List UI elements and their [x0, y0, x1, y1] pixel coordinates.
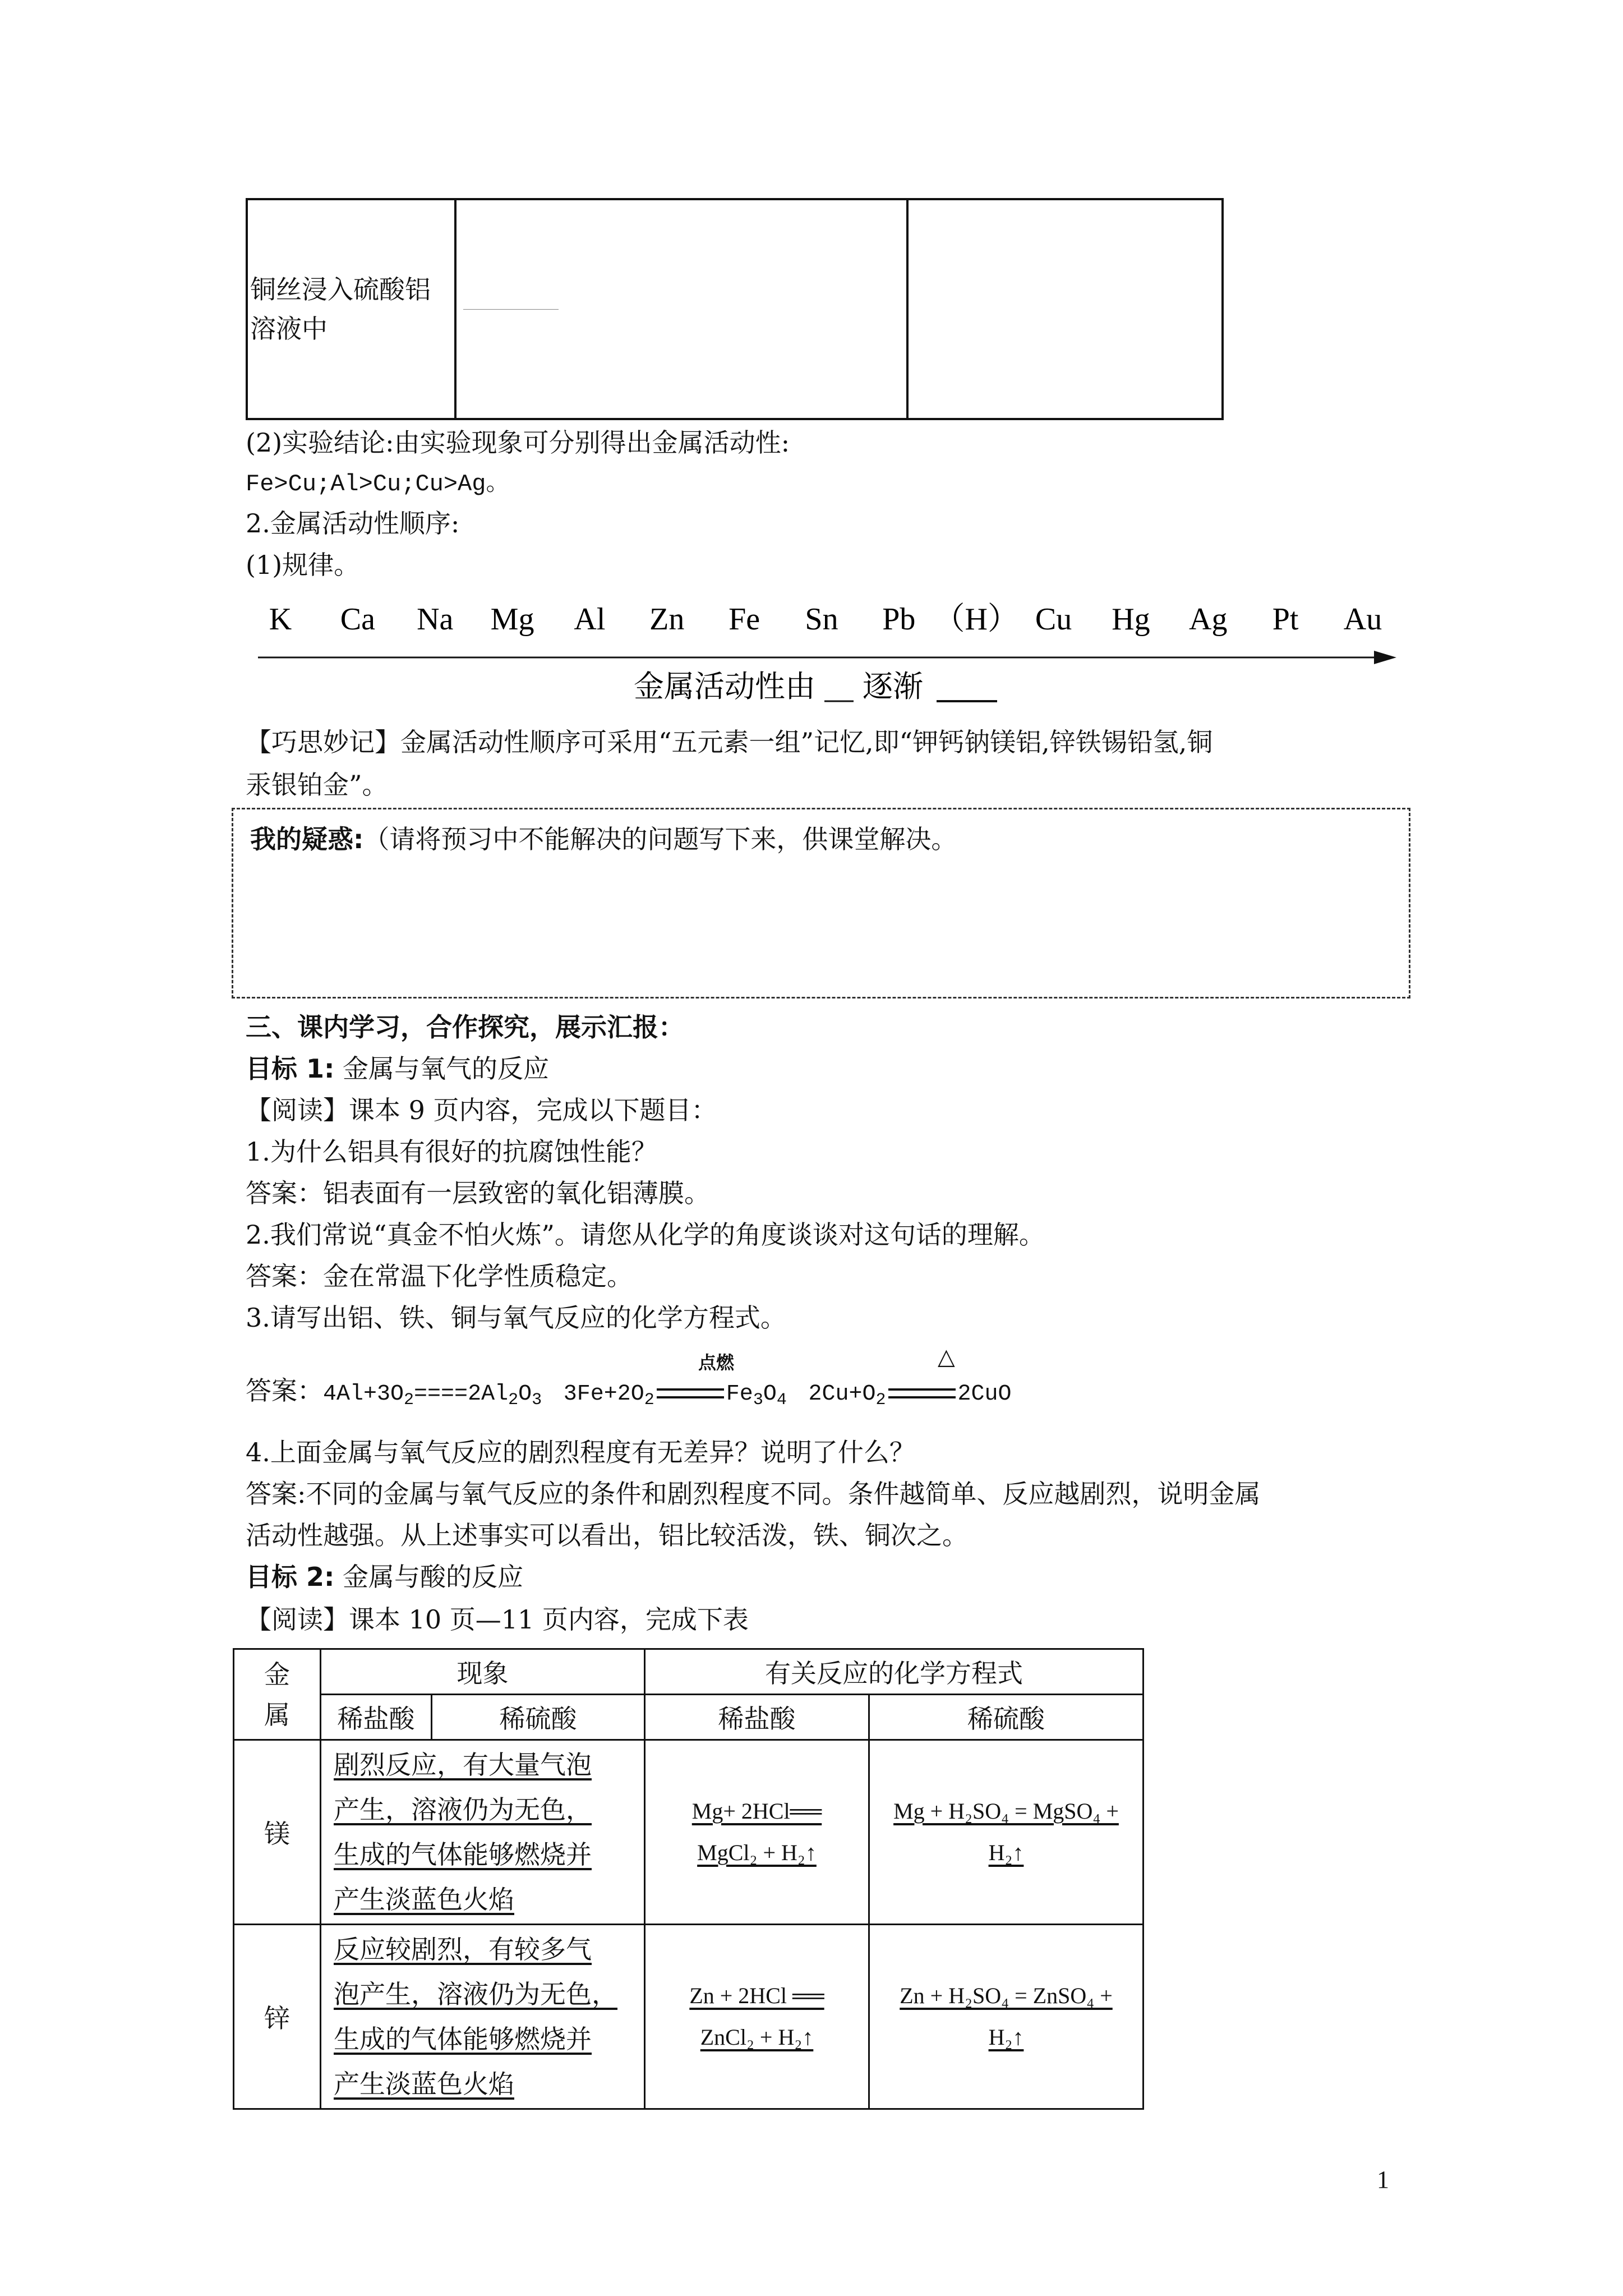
a2: 答案：金在常温下化学性质稳定。	[246, 1261, 633, 1291]
metal-symbol: Mg	[490, 602, 534, 637]
goal2-label: 目标 2:	[246, 1562, 335, 1592]
order-heading: 2.金属活动性顺序:	[246, 508, 460, 539]
experiment-table	[246, 198, 1224, 420]
a3-row	[246, 1373, 1012, 1418]
header-h2so4: 稀硫酸	[432, 1695, 645, 1740]
read1: 【阅读】课本 9 页内容，完成以下题目：	[246, 1095, 717, 1125]
memo-line1: 【巧思妙记】金属活动性顺序可采用“五元素一组”记忆,即“钾钙钠镁铝,锌铁锡铅氢,铜	[246, 727, 1213, 757]
goal2-text: 金属与酸的反应	[343, 1562, 524, 1592]
eq-double-bar-2	[888, 1388, 956, 1398]
hcl-equation-mg: Mg+ 2HCl══ MgCl₂ + H₂↑	[645, 1740, 869, 1925]
header-h2so4-eq: 稀硫酸	[869, 1695, 1144, 1740]
q4: 4.上面金属与氧气反应的剧烈程度有无差异？说明了什么？	[246, 1437, 915, 1467]
q3: 3.请写出铝、铁、铜与氧气反应的化学方程式。	[246, 1303, 786, 1333]
activity-series-diagram	[247, 595, 1396, 724]
metal-zn: 锌	[234, 1925, 321, 2109]
doubt-box	[232, 808, 1410, 999]
goal2-row	[246, 1559, 523, 1594]
eq-condition-heat: △	[938, 1344, 955, 1370]
memo-line2: 汞银铂金”。	[246, 770, 388, 800]
h2so4-equation-mg: Mg + H₂SO₄ = MgSO₄ + H₂↑	[869, 1740, 1144, 1925]
eq-iron: $3Fe+2O_2$ $Fe_3O_4$	[563, 1382, 787, 1410]
metal-acid-table	[233, 1648, 1144, 2110]
goal1-row	[246, 1051, 549, 1086]
metal-symbol: K	[269, 602, 292, 637]
hcl-equation-zn: Zn + 2HCl ══ ZnCl₂ + H₂↑	[645, 1925, 869, 2109]
a4-line2: 活动性越强。从上述事实可以看出，铝比较活泼，铁、铜次之。	[246, 1520, 968, 1550]
header-phenomenon: 现象	[321, 1649, 645, 1695]
q2: 2.我们常说“真金不怕火炼”。请您从化学的角度谈谈对这句话的理解。	[246, 1220, 1045, 1250]
doubt-text: （请将预习中不能解决的问题写下来，供课堂解决。	[363, 824, 957, 854]
read2: 【阅读】课本 10 页—11 页内容，完成下表	[246, 1604, 749, 1635]
row-label-line1: 铜丝浸入硫酸铝	[250, 274, 431, 305]
row-label-cell	[247, 199, 455, 419]
header-hcl: 稀盐酸	[321, 1695, 432, 1740]
series-caption-b: 逐渐	[863, 669, 923, 704]
metal-symbol: Fe	[728, 602, 760, 637]
order-rule: (1)规律。	[246, 550, 360, 580]
phenomenon-cell	[455, 199, 907, 419]
eq-copper: $2Cu+O_2$ 2CuO	[808, 1382, 1012, 1410]
eq-condition-ignite: 点燃	[698, 1352, 735, 1373]
header-equation: 有关反应的化学方程式	[645, 1649, 1144, 1695]
metal-symbol: （H）	[933, 602, 1019, 637]
a1: 答案：铝表面有一层致密的氧化铝薄膜。	[246, 1178, 710, 1208]
h2so4-equation-zn: Zn + H₂SO₄ = ZnSO₄ + H₂↑	[869, 1925, 1144, 2109]
doubt-label: 我的疑惑:	[250, 824, 364, 854]
metal-symbol: Sn	[805, 602, 838, 637]
metal-symbol: Pt	[1272, 602, 1299, 637]
header-hcl-eq: 稀盐酸	[645, 1695, 869, 1740]
goal1-label: 目标 1:	[246, 1053, 335, 1084]
metal-symbol: Na	[417, 602, 454, 637]
phenomenon-mg: 剧烈反应，有大量气泡 产生，溶液仍为无色， 生成的气体能够燃烧并 产生淡蓝色火焰	[321, 1740, 645, 1925]
equation-cell	[907, 199, 1223, 419]
a3-prefix: 答案：	[246, 1375, 323, 1406]
blank-line	[463, 309, 559, 310]
metal-mg: 镁	[234, 1740, 321, 1925]
doubt-text-row	[250, 822, 957, 857]
metal-symbol: Cu	[1035, 602, 1072, 637]
eq-double-bar-1	[657, 1388, 724, 1398]
eq-aluminum: $4Al+3O_2====2Al_2O_3$	[323, 1382, 542, 1410]
metal-symbol: Pb	[882, 602, 916, 637]
metal-symbol: Au	[1343, 602, 1382, 637]
row-label-line2: 溶液中	[250, 314, 328, 344]
series-arrow-head	[1374, 651, 1396, 664]
phenomenon-zn: 反应较剧烈，有较多气 泡产生，溶液仍为无色， 生成的气体能够燃烧并 产生淡蓝色火焰	[321, 1925, 645, 2109]
metal-symbol: Hg	[1112, 602, 1150, 637]
a4-line1: 答案:不同的金属与氧气反应的条件和剧烈程度不同。条件越简单、反应越剧烈，说明金属	[246, 1479, 1261, 1509]
series-caption-a: 金属活动性由	[634, 669, 815, 704]
conclusion-line2: Fe>Cu;Al>Cu;Cu>Ag。	[246, 471, 510, 498]
metal-symbol: Al	[574, 602, 606, 637]
page-number: 1	[1377, 2166, 1389, 2193]
metal-symbol: Ag	[1189, 602, 1228, 637]
section3-heading: 三、课内学习，合作探究，展示汇报：	[246, 1012, 684, 1042]
goal1-text: 金属与氧气的反应	[343, 1053, 550, 1084]
metal-symbol: Zn	[649, 602, 685, 637]
q1: 1.为什么铝具有很好的抗腐蚀性能？	[246, 1137, 657, 1167]
metal-symbol: Ca	[340, 602, 375, 637]
header-metal: 金 属	[234, 1649, 321, 1740]
conclusion-line1: (2)实验结论:由实验现象可分别得出金属活动性:	[246, 427, 790, 458]
